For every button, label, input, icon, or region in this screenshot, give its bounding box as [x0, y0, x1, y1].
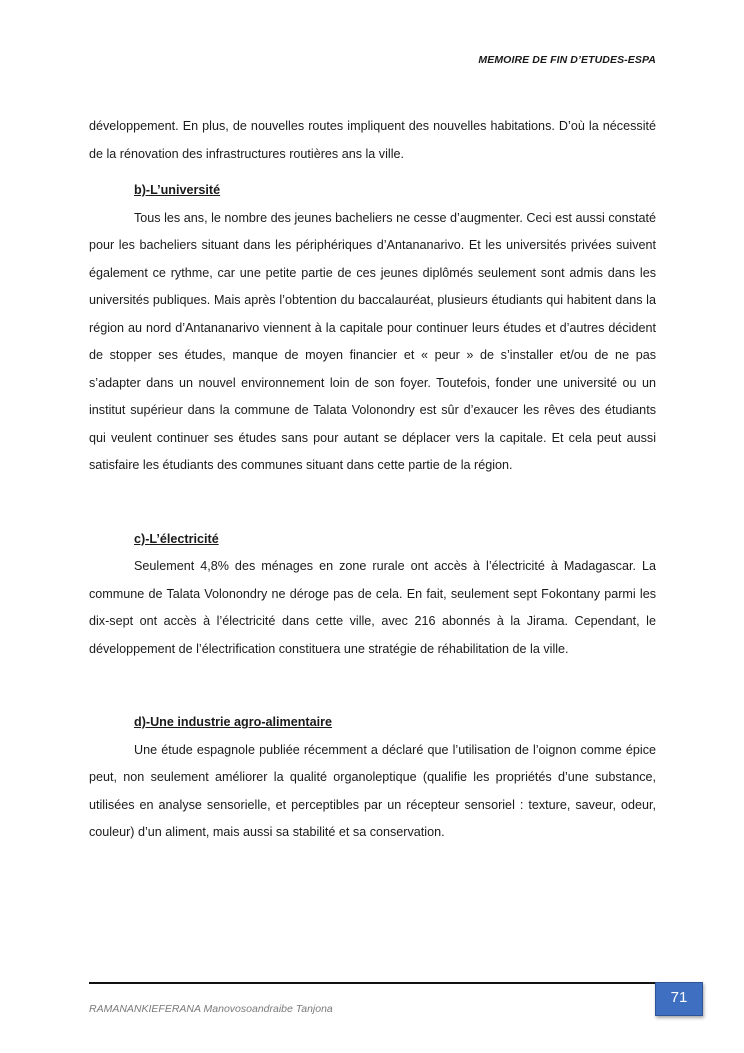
section-paragraph-electricity: Seulement 4,8% des ménages en zone rurale ont accès à l’électricité à Madagascar. La commune de Talata Volonondry ne déroge pas de cela. En fait, seulement sept Fokontany parmi les dix-sept ont accès à l’électricité dans cette ville, avec 216 abonnés à la Jirama. Cependant, le développement de l’électrification constituera une stratégie de réhabilitation de la ville.: [89, 559, 656, 656]
section-heading-electricity: c)-L’électricité: [134, 531, 219, 546]
intro-paragraph: développement. En plus, de nouvelles routes impliquent des nouvelles habitations. D’où la nécessité de la rénovation des infrastructures routières ans la ville.: [89, 119, 656, 161]
footer-divider: [89, 982, 674, 984]
spacer: [89, 663, 656, 709]
footer-author: RAMANANKIEFERANA Manovosoandraibe Tanjona: [89, 1003, 333, 1015]
section-paragraph-university: Tous les ans, le nombre des jeunes bacheliers ne cesse d’augmenter. Ceci est aussi constaté pour les bacheliers situant dans les périphériques d’Antananarivo. Et les universités privées suivent également ce rythme, car une petite partie de ces jeunes diplômés seulement sont admis dans les universités publiques. Mais après l’obtention du baccalauréat, plusieurs étudiants qui habitent dans la région au nord d’Antananarivo viennent à la capitale pour continuer leurs études et d’autres décident de stopper ses études, manque de moyen financier et « peur » de s’installer et/ou de ne pas s’adapter dans un nouvel environnement loin de son foyer. Toutefois, fonder une université ou un institut supérieur dans la commune de Talata Volonondry est sûr d’exaucer les rêves des étudiants qui veulent continuer ses études sans pour autant se déplacer vers la capitale. Et cela peut aussi satisfaire les étudiants des communes situant dans cette partie de la région.: [89, 210, 656, 472]
section-paragraph-agro-industry: Une étude espagnole publiée récemment a déclaré que l’utilisation de l’oignon comme épice peut, non seulement améliorer la qualité organoleptique (qualifie les propriétés d’une substance, utilisées en analyse sensorielle, et perceptibles par un récepteur sensoriel : texture, saveur, odeur, couleur) d’un aliment, mais aussi sa stabilité et sa conservation.: [89, 742, 656, 839]
page-number-badge: 71: [655, 982, 703, 1016]
section-heading-university: b)-L’université: [134, 183, 221, 197]
spacer: [89, 480, 656, 526]
section-heading-agro-industry: d)-Une industrie agro-alimentaire: [134, 715, 333, 729]
page-body: [89, 113, 656, 847]
spacer: [89, 168, 656, 177]
running-header: MEMOIRE DE FIN D’ETUDES-ESPA: [478, 54, 656, 66]
